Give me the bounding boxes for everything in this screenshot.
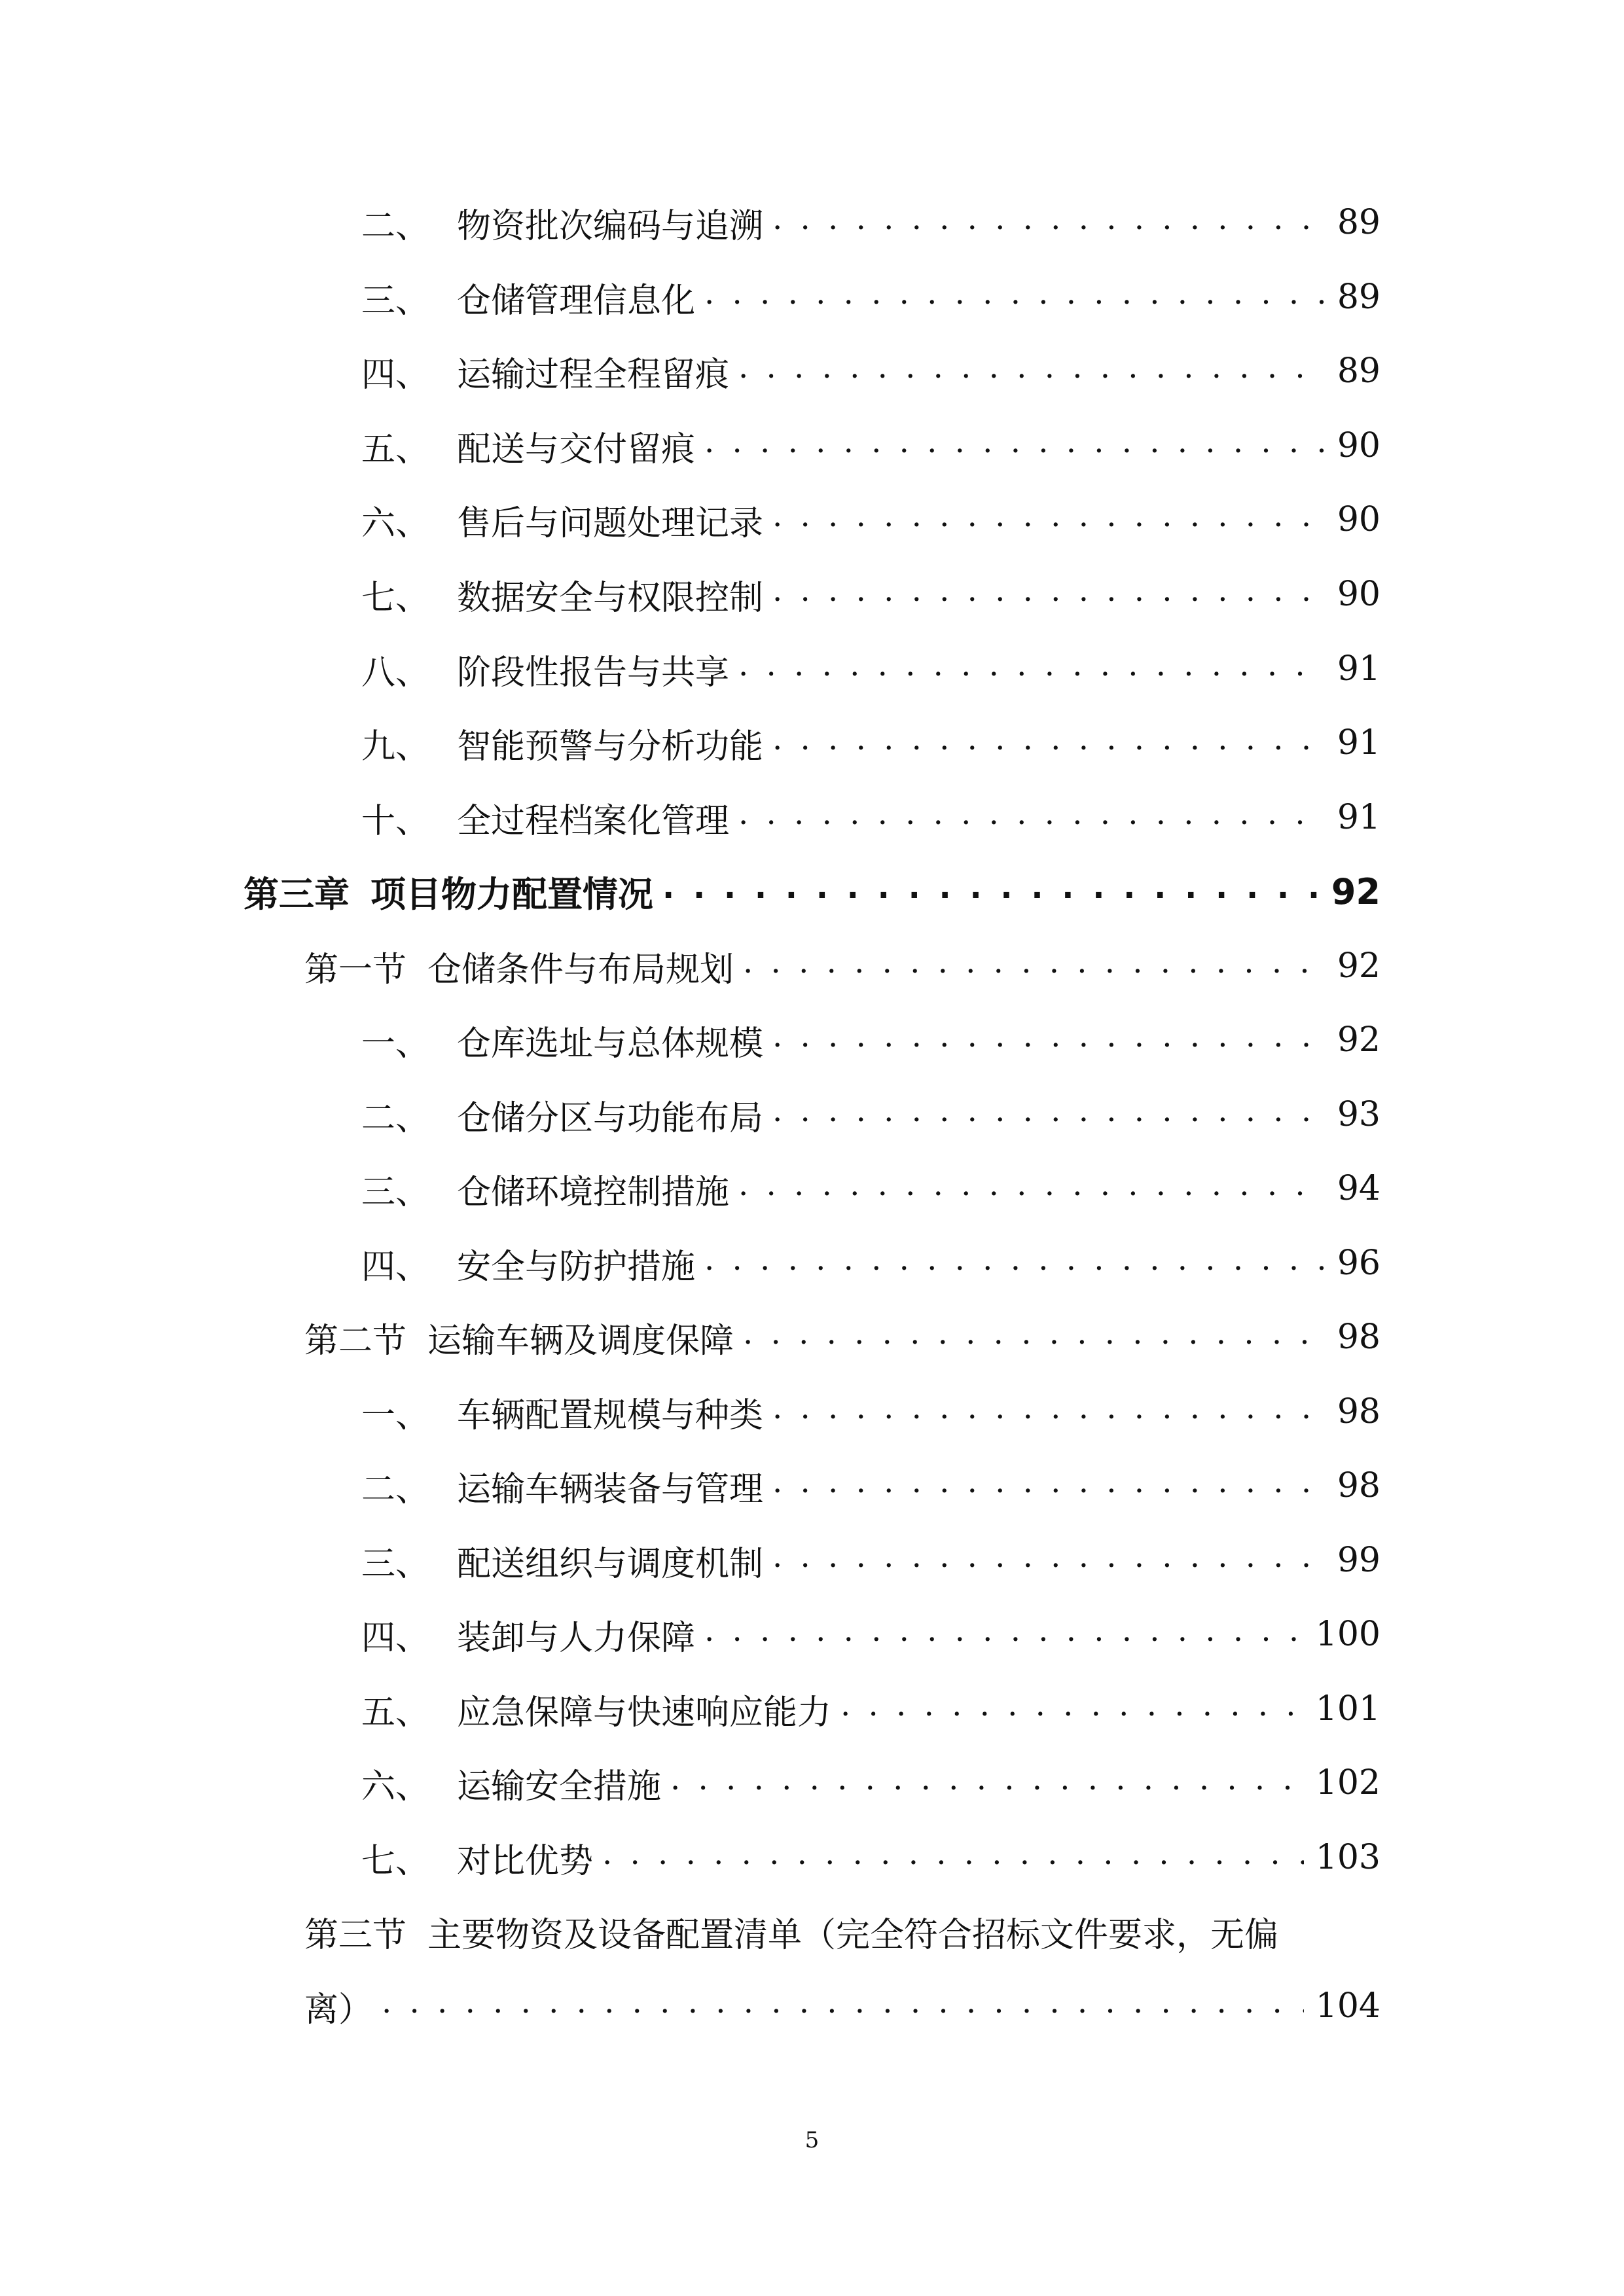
toc-entry-page: 89 [1337,278,1380,317]
toc-entry[interactable] [361,1534,1380,1587]
toc-entry-title: 数据安全与权限控制 [457,578,764,618]
toc-entry-number: 一、 [361,1024,430,1064]
toc-entry-title: 阶段性报告与共享 [457,653,730,692]
toc-entry-number: 三、 [361,1172,430,1212]
toc-entry-title: 运输过程全程留痕 [457,355,730,395]
toc-entry-page: 103 [1315,1838,1380,1877]
toc-entry-page: 93 [1337,1095,1380,1134]
toc-entry-number: 四、 [361,355,430,395]
toc-section-title-line1: 主要物资及设备配置清单（完全符合招标文件要求，无偏 [427,1915,1279,1955]
toc-entry-title: 对比优势 [457,1841,594,1881]
toc-entry[interactable] [361,1608,1380,1660]
toc-entry-title: 车辆配置规模与种类 [457,1395,764,1435]
toc-entry-page: 96 [1337,1244,1380,1283]
toc-entry-number: 七、 [361,578,430,618]
toc-chapter-number: 第三章 [244,873,350,915]
dot-leader [772,717,1326,769]
toc-entry-page: 92 [1337,1020,1380,1060]
toc-entry-page: 91 [1337,649,1380,689]
dot-leader [840,1683,1304,1735]
toc-entry-page: 94 [1337,1169,1380,1208]
toc-entry-page: 101 [1315,1689,1380,1729]
toc-entry[interactable] [361,568,1380,620]
toc-entry[interactable] [361,1460,1380,1512]
toc-entry-title: 售后与问题处理记录 [457,503,764,543]
toc-entry-page: 91 [1337,798,1380,837]
toc-section-entry[interactable] [304,1905,1380,1958]
toc-section-number: 第一节 [304,950,407,990]
toc-entry-number: 五、 [361,429,430,469]
toc-entry[interactable] [361,791,1380,844]
toc-entry-number: 一、 [361,1395,430,1435]
toc-entry[interactable] [361,345,1380,397]
toc-entry-page: 99 [1337,1541,1380,1580]
toc-entry[interactable] [361,717,1380,769]
toc-entry-title: 安全与防护措施 [457,1247,696,1287]
dot-leader [738,345,1326,397]
toc-entry[interactable] [361,493,1380,546]
toc-entry-page: 98 [1337,1466,1380,1505]
toc-entry[interactable] [361,1162,1380,1215]
toc-entry-number: 七、 [361,1841,430,1881]
toc-entry[interactable] [361,1014,1380,1066]
toc-entry-page: 102 [1315,1763,1380,1803]
dot-leader [382,1980,1304,2032]
toc-entry-title: 仓储管理信息化 [457,281,696,321]
toc-entry-title: 仓库选址与总体规模 [457,1024,764,1064]
toc-entry-number: 六、 [361,503,430,543]
toc-entry-page: 89 [1337,351,1380,391]
dot-leader [772,1088,1326,1141]
dot-leader [772,1460,1326,1512]
dot-leader [670,1757,1304,1809]
dot-leader [772,493,1326,546]
toc-entry-title: 配送与交付留痕 [457,429,696,469]
toc-entry[interactable] [361,271,1380,323]
toc-section-page: 104 [1315,1986,1380,2026]
toc-entry-number: 二、 [361,206,430,246]
toc-section-number: 第三节 [304,1915,407,1955]
toc-entry-page: 100 [1315,1615,1380,1654]
dot-leader [704,1237,1326,1289]
toc-entry[interactable] [361,1683,1380,1735]
toc-entry-page: 90 [1337,500,1380,539]
toc-entry[interactable] [361,1237,1380,1289]
toc-entry-number: 八、 [361,653,430,692]
toc-entry-page: 90 [1337,575,1380,614]
toc-entry-title: 仓储环境控制措施 [457,1172,730,1212]
dot-leader [772,196,1326,249]
toc-entry-title: 应急保障与快速响应能力 [457,1693,832,1732]
toc-section-number: 第二节 [304,1321,407,1361]
toc-entry[interactable] [361,196,1380,249]
toc-entry-page: 91 [1337,723,1380,762]
dot-leader [704,271,1326,323]
dot-leader [704,420,1326,472]
dot-leader [772,1014,1326,1066]
toc-entry-number: 三、 [361,1544,430,1584]
toc-section-page: 98 [1337,1318,1380,1357]
toc-entry[interactable] [361,1757,1380,1809]
page-number: 5 [804,2127,820,2153]
toc-entry-title: 装卸与人力保障 [457,1618,696,1658]
dot-leader [772,568,1326,620]
toc-entry-number: 六、 [361,1767,430,1806]
dot-leader [743,1311,1326,1363]
toc-section-title-line2: 离） [304,1990,373,2030]
dot-leader [738,791,1326,844]
toc-section-entry[interactable] [304,1311,1380,1363]
toc-section-title: 运输车辆及调度保障 [427,1321,734,1361]
toc-entry-number: 四、 [361,1247,430,1287]
dot-leader [738,643,1326,695]
toc-entry-number: 二、 [361,1098,430,1138]
toc-chapter-page: 92 [1331,870,1380,912]
toc-entry-page: 89 [1337,203,1380,242]
toc-section-entry[interactable] [304,940,1380,992]
toc-entry-number: 九、 [361,726,430,766]
toc-entry-number: 三、 [361,281,430,321]
dot-leader [772,1386,1326,1438]
dot-leader [743,940,1326,992]
dot-leader [772,1534,1326,1587]
toc-entry[interactable] [361,643,1380,695]
toc-entry-title: 物资批次编码与追溯 [457,206,764,246]
toc-entry-title: 配送组织与调度机制 [457,1544,764,1584]
toc-section-title: 仓储条件与布局规划 [427,950,734,990]
toc-entry-title: 智能预警与分析功能 [457,726,764,766]
dot-leader [738,1162,1326,1215]
toc-entry-title: 运输车辆装备与管理 [457,1469,764,1509]
toc-entry-number: 四、 [361,1618,430,1658]
dot-leader [704,1608,1304,1660]
toc-chapter-title: 项目物力配置情况 [370,873,653,915]
toc-entry-title: 全过程档案化管理 [457,801,730,841]
toc-entry[interactable] [361,1831,1380,1884]
toc-section-page: 92 [1337,946,1380,986]
toc-chapter-entry[interactable] [244,865,1380,918]
toc-entry[interactable] [361,1088,1380,1141]
dot-leader [602,1831,1304,1884]
toc-entry-number: 十、 [361,801,430,841]
toc-entry-page: 90 [1337,426,1380,465]
toc-entry-title: 仓储分区与功能布局 [457,1098,764,1138]
toc-entry-title: 运输安全措施 [457,1767,662,1806]
toc-entry[interactable] [361,1386,1380,1438]
dot-leader [662,865,1320,918]
toc-entry-number: 二、 [361,1469,430,1509]
toc-entry[interactable] [361,420,1380,472]
toc-section-entry-continued[interactable] [304,1980,1380,2032]
toc-entry-number: 五、 [361,1693,430,1732]
toc-entry-page: 98 [1337,1392,1380,1431]
